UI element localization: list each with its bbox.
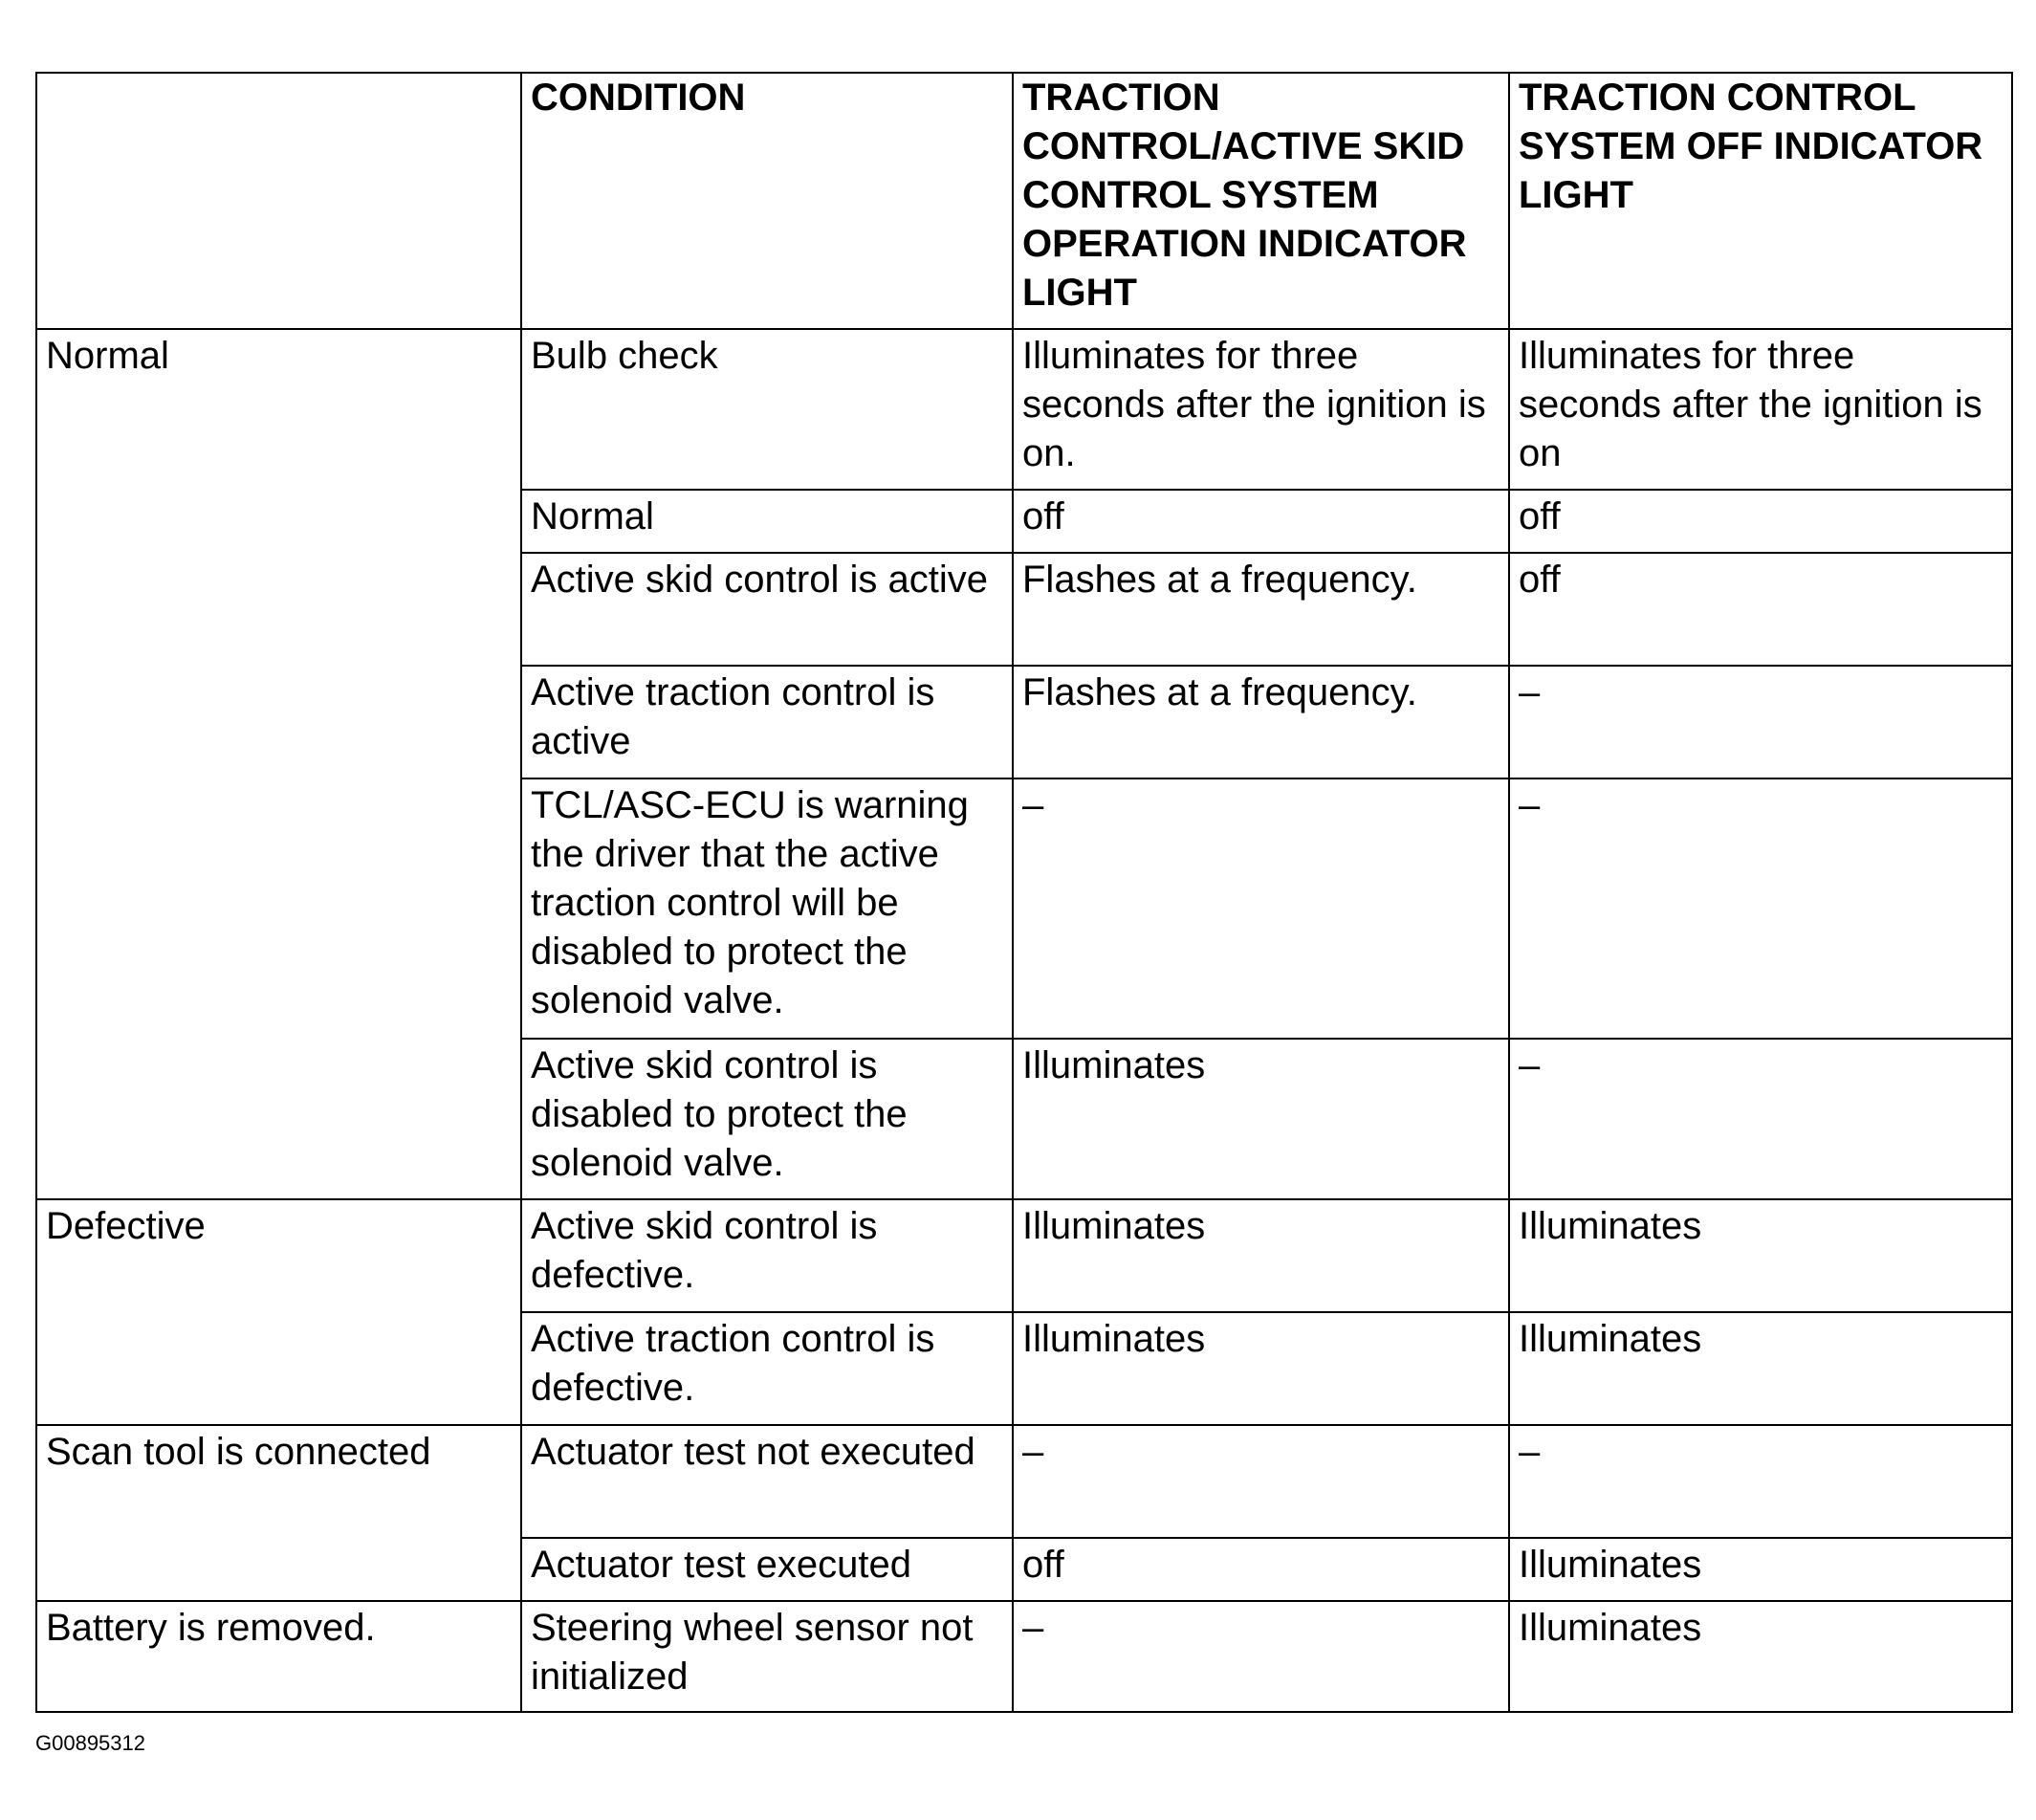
off-light-cell: – — [1509, 1039, 2012, 1199]
table-row — [36, 1199, 2012, 1312]
figure-id: G00895312 — [35, 1731, 145, 1755]
condition-cell: Actuator test not executed — [521, 1425, 1013, 1538]
header-blank — [36, 73, 521, 329]
off-light-cell: Illuminates for three seconds after the ignition is on — [1509, 329, 2012, 490]
group-label-defective: Defective — [36, 1199, 521, 1425]
condition-cell: Active skid control is active — [521, 553, 1013, 666]
off-light-cell: Illuminates — [1509, 1199, 2012, 1312]
off-light-cell: Illuminates — [1509, 1312, 2012, 1425]
header-row — [36, 73, 2012, 329]
condition-cell: Active traction control is defective. — [521, 1312, 1013, 1425]
off-light-cell: Illuminates — [1509, 1538, 2012, 1601]
operation-light-cell: Flashes at a frequency. — [1013, 553, 1509, 666]
header-operation-indicator-light: TRACTION CONTROL/ACTIVE SKID CONTROL SYSTEM OPERATION INDICATOR LIGHT — [1013, 73, 1509, 329]
operation-light-cell: Illuminates — [1013, 1039, 1509, 1199]
condition-cell: Bulb check — [521, 329, 1013, 490]
header-condition: CONDITION — [521, 73, 1013, 329]
off-light-cell: – — [1509, 1425, 2012, 1538]
indicator-status-table — [35, 72, 2013, 1713]
group-label-battery: Battery is removed. — [36, 1601, 521, 1712]
operation-light-cell: Illuminates for three seconds after the ignition is on. — [1013, 329, 1509, 490]
condition-cell: Normal — [521, 490, 1013, 553]
group-label-scan-tool: Scan tool is connected — [36, 1425, 521, 1601]
table-row — [36, 1425, 2012, 1538]
off-light-cell: – — [1509, 666, 2012, 778]
condition-cell: Active skid control is disabled to protect the solenoid valve. — [521, 1039, 1013, 1199]
off-light-cell: off — [1509, 490, 2012, 553]
table-row — [36, 329, 2012, 490]
header-system-off-indicator-light: TRACTION CONTROL SYSTEM OFF INDICATOR LIGHT — [1509, 73, 2012, 329]
operation-light-cell: – — [1013, 1425, 1509, 1538]
operation-light-cell: Illuminates — [1013, 1199, 1509, 1312]
operation-light-cell: – — [1013, 1601, 1509, 1712]
operation-light-cell: Illuminates — [1013, 1312, 1509, 1425]
condition-cell: Active skid control is defective. — [521, 1199, 1013, 1312]
condition-cell: Actuator test executed — [521, 1538, 1013, 1601]
operation-light-cell: off — [1013, 1538, 1509, 1601]
condition-cell: TCL/ASC-ECU is warning the driver that the active traction control will be disabled to protect the solenoid valve. — [521, 778, 1013, 1039]
operation-light-cell: off — [1013, 490, 1509, 553]
condition-cell: Steering wheel sensor not initialized — [521, 1601, 1013, 1712]
condition-cell: Active traction control is active — [521, 666, 1013, 778]
off-light-cell: off — [1509, 553, 2012, 666]
group-label-normal: Normal — [36, 329, 521, 1199]
operation-light-cell: – — [1013, 778, 1509, 1039]
table-row — [36, 1601, 2012, 1712]
off-light-cell: – — [1509, 778, 2012, 1039]
operation-light-cell: Flashes at a frequency. — [1013, 666, 1509, 778]
off-light-cell: Illuminates — [1509, 1601, 2012, 1712]
